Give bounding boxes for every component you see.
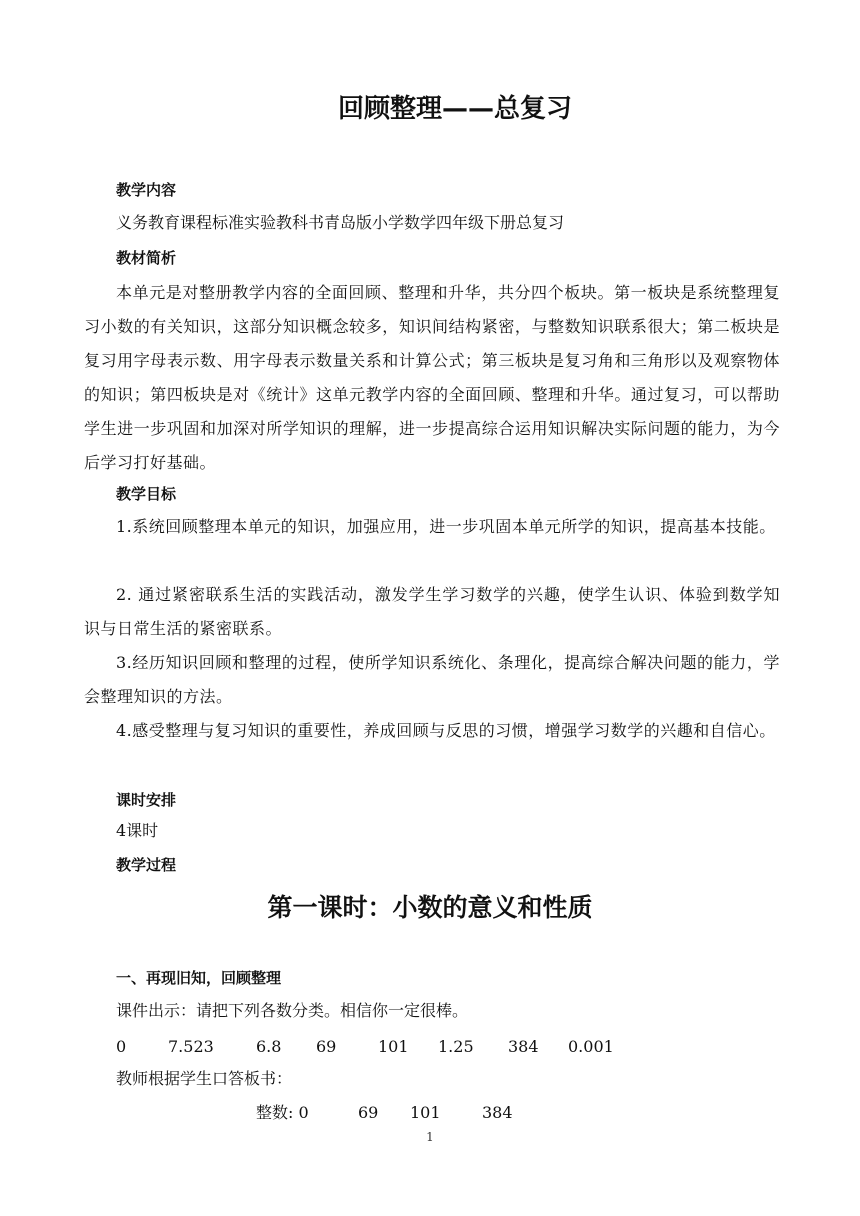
process-heading: 教学过程: [116, 856, 177, 874]
number-item: 69: [316, 1037, 337, 1056]
goals-heading: 教学目标: [116, 485, 177, 503]
number-item: 0.001: [568, 1037, 614, 1056]
lesson-title: 第一课时：小数的意义和性质: [267, 893, 593, 922]
integer-item: 101: [410, 1103, 441, 1122]
page-number: 1: [426, 1130, 434, 1144]
content-heading: 教学内容: [116, 181, 177, 199]
analysis-heading: 教材简析: [116, 249, 177, 267]
number-item: 101: [378, 1037, 409, 1056]
integers-label: 整数: 0: [256, 1103, 309, 1122]
number-item: 384: [508, 1037, 539, 1056]
content-text: 义务教育课程标准实验教科书青岛版小学数学四年级下册总复习: [116, 213, 565, 232]
goal-item-4: 4.感受整理与复习知识的重要性，养成回顾与反思的习惯，增强学习数学的兴趣和自信心。: [116, 721, 776, 740]
number-item: 0: [116, 1037, 127, 1056]
document-title: 回顾整理——总复习: [337, 94, 572, 124]
integer-item: 384: [482, 1103, 513, 1122]
board-text: 教师根据学生口答板书：: [116, 1069, 293, 1088]
schedule-heading: 课时安排: [116, 791, 177, 809]
goal-item-2: 2. 通过紧密联系生活的实践活动，激发学生学习数学的兴趣，使学生认识、体验到数学知识与日常生活的紧密联系。: [84, 585, 780, 638]
goal-item-3: 3.经历知识回顾和整理的过程，使所学知识系统化、条理化，提高综合解决问题的能力，学会整理知识的方法。: [84, 653, 780, 706]
number-item: 7.523: [168, 1037, 214, 1056]
integer-item: 69: [358, 1103, 379, 1122]
step1-heading: 一、再现旧知，回顾整理: [116, 969, 282, 987]
analysis-text: 本单元是对整册教学内容的全面回顾、整理和升华，共分四个板块。第一板块是系统整理复习小数的有关知识，这部分知识概念较多，知识间结构紧密，与整数知识联系很大；第二板块是复习用字母表示数、用字母表示数量关系和计算公式；第三板块是复习角和三角形以及观察物体的知识；第四板块是对《统计》这单元教学内容的全面回顾、整理和升华。通过复习，可以帮助学生进一步巩固和加深对所学知识的理解，进一步提高综合运用知识解决实际问题的能力，为今后学习打好基础。: [84, 283, 780, 472]
goal-item-1: 1.系统回顾整理本单元的知识，加强应用，进一步巩固本单元所学的知识，提高基本技能。: [116, 517, 776, 536]
schedule-text: 4课时: [116, 821, 159, 840]
number-item: 6.8: [256, 1037, 282, 1056]
number-item: 1.25: [438, 1037, 474, 1056]
courseware-text: 课件出示：请把下列各数分类。相信你一定很棒。: [116, 1001, 469, 1020]
